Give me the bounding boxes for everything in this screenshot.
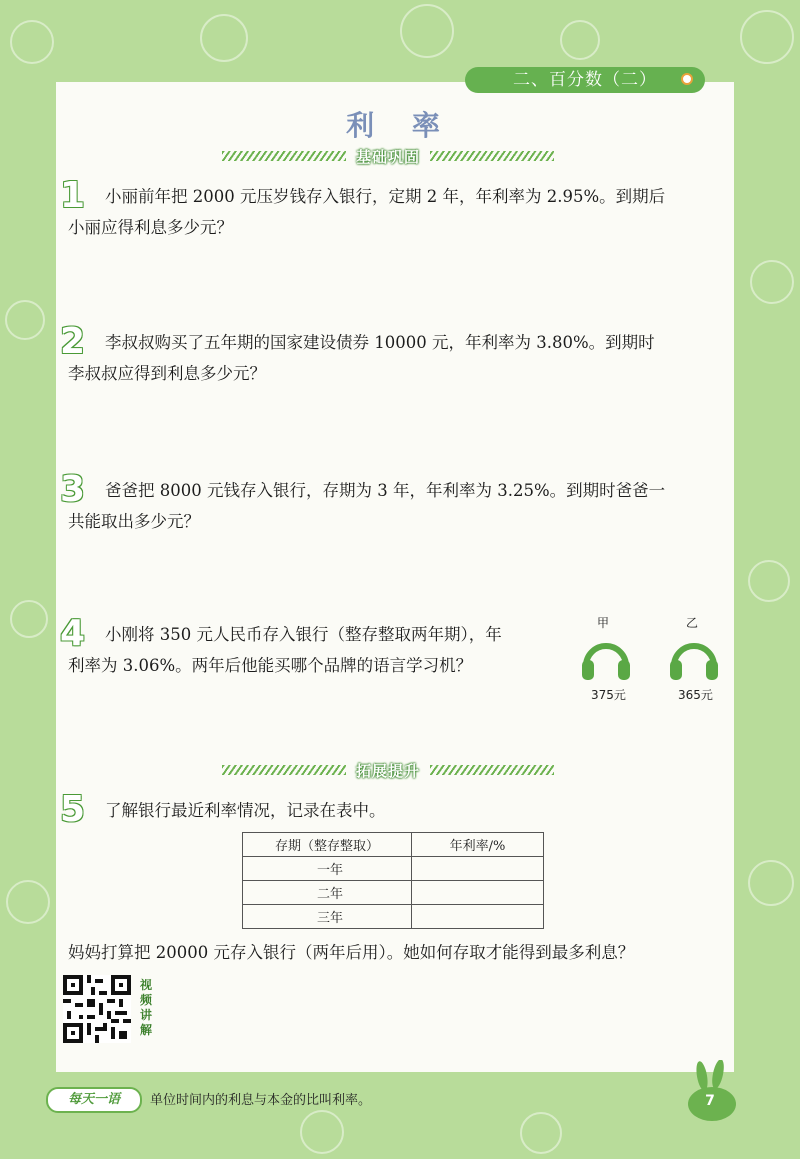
qr-code-icon[interactable] <box>63 975 131 1043</box>
question-4-line1: 小刚将 350 元人民币存入银行（整存整取两年期），年 <box>105 625 502 644</box>
headphone-a-icon <box>578 630 634 682</box>
question-3-line2: 共能取出多少元？ <box>68 512 200 531</box>
question-number-3: 3 <box>60 469 86 510</box>
stripe-decoration <box>222 151 346 161</box>
question-number-1: 1 <box>60 175 86 216</box>
question-1-line2: 小丽应得利息多少元？ <box>68 218 233 237</box>
qr-video-label: 视频讲解 <box>140 978 153 1037</box>
chapter-label: 二、百分数（二） <box>513 70 657 90</box>
question-5-line2: 妈妈打算把 20000 元存入银行（两年后用）。她如何存取才能得到最多利息？ <box>68 943 635 962</box>
question-2-line2: 李叔叔应得到利息多少元？ <box>68 364 266 383</box>
table-cell-term: 一年 <box>243 857 412 881</box>
stripe-decoration <box>430 765 554 775</box>
table-cell-term: 三年 <box>243 905 412 929</box>
page-title: 利 率 <box>346 109 454 142</box>
chapter-dot-icon <box>681 73 693 85</box>
question-4-line2: 利率为 3.06%。两年后他能买哪个品牌的语言学习机？ <box>68 656 473 675</box>
section-basic-label: 基础巩固 <box>356 147 421 166</box>
table-cell-rate[interactable] <box>412 905 544 929</box>
product-b-name: 乙 <box>686 616 699 630</box>
table-header-term: 存期（整存整取） <box>243 833 412 857</box>
chapter-tab <box>465 67 705 93</box>
question-1-line1: 小丽前年把 2000 元压岁钱存入银行，定期 2 年，年利率为 2.95%。到期后 <box>105 187 666 206</box>
stripe-decoration <box>222 765 346 775</box>
question-5-line1: 了解银行最近利率情况，记录在表中。 <box>105 801 386 820</box>
section-basic <box>222 145 554 167</box>
product-a-price: 375元 <box>591 688 626 702</box>
table-cell-rate[interactable] <box>412 881 544 905</box>
stripe-decoration <box>430 151 554 161</box>
table-cell-term: 二年 <box>243 881 412 905</box>
table-header-rate: 年利率/% <box>412 833 544 857</box>
section-extend-label: 拓展提升 <box>356 761 421 780</box>
table-cell-rate[interactable] <box>412 857 544 881</box>
rabbit-icon <box>682 1060 742 1122</box>
question-3-line1: 爸爸把 8000 元钱存入银行，存期为 3 年，年利率为 3.25%。到期时爸爸一 <box>105 481 666 500</box>
interest-rate-table <box>242 832 544 929</box>
product-a-name: 甲 <box>597 616 610 630</box>
question-number-2: 2 <box>60 321 86 362</box>
question-number-5: 5 <box>60 789 86 830</box>
section-extend <box>222 759 554 781</box>
table-row <box>243 857 544 881</box>
table-row <box>243 905 544 929</box>
product-b-price: 365元 <box>678 688 713 702</box>
question-number-4: 4 <box>60 613 86 654</box>
page-number: 7 <box>705 1093 715 1109</box>
table-row <box>243 881 544 905</box>
headphone-b-icon <box>666 630 722 682</box>
footer-tip: 单位时间内的利息与本金的比叫利率。 <box>150 1093 372 1108</box>
table-header-row <box>243 833 544 857</box>
question-2-line1: 李叔叔购买了五年期的国家建设债券 10000 元，年利率为 3.80%。到期时 <box>105 333 655 352</box>
footer-badge: 每天一语 <box>46 1087 142 1113</box>
